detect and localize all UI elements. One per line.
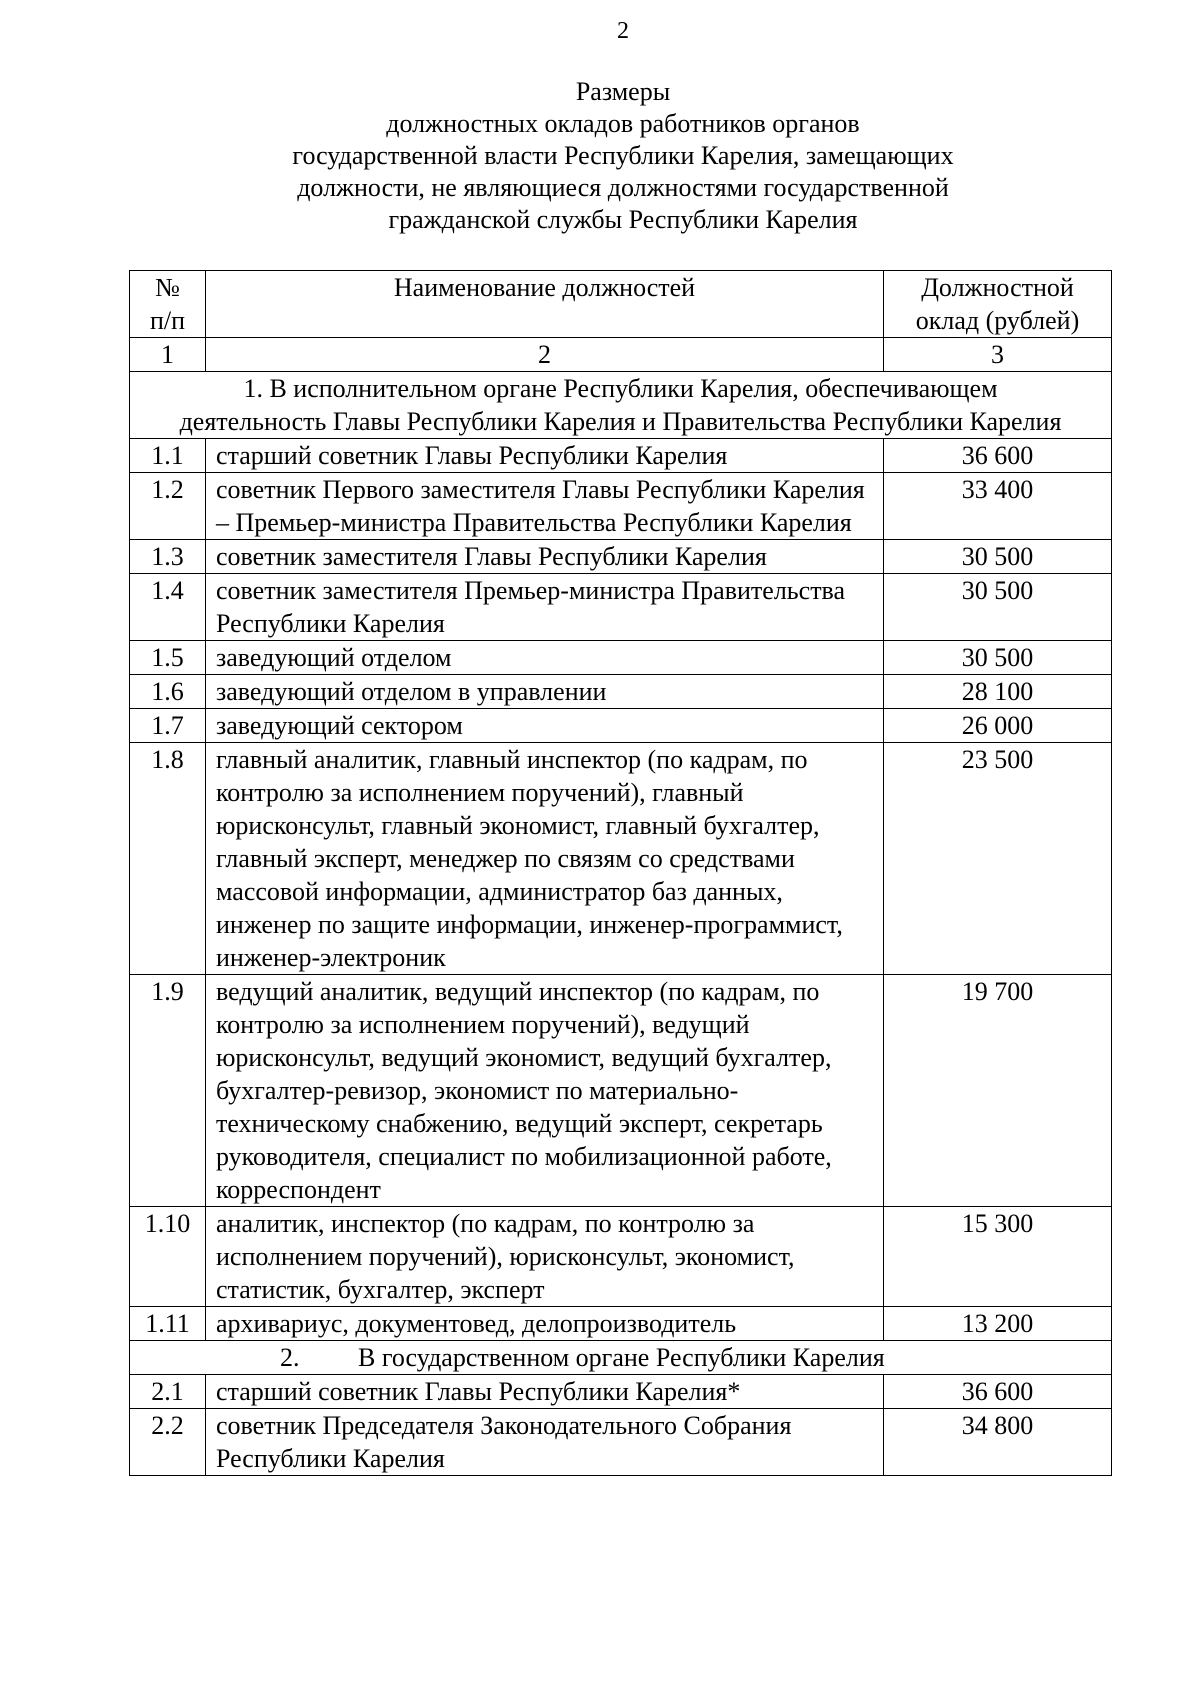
column-number: 3 <box>884 338 1112 372</box>
table-row <box>130 1409 1112 1476</box>
salary-amount: 33 400 <box>884 473 1112 540</box>
row-number: 1.10 <box>130 1207 206 1307</box>
document-title <box>0 76 1200 236</box>
salary-amount: 26 000 <box>884 709 1112 743</box>
row-number: 1.6 <box>130 675 206 709</box>
position-name: советник Первого заместителя Главы Республики Карелия – Премьер-министра Правительства Республики Карелия <box>206 473 884 540</box>
position-name: аналитик, инспектор (по кадрам, по контролю за исполнением поручений), юрисконсульт, экономист, статистик, бухгалтер, эксперт <box>206 1207 884 1307</box>
salary-amount: 36 600 <box>884 1375 1112 1409</box>
salary-amount: 23 500 <box>884 743 1112 975</box>
row-number: 1.1 <box>130 439 206 473</box>
table-row <box>130 1207 1112 1307</box>
position-name: старший советник Главы Республики Карелия* <box>206 1375 884 1409</box>
header-position-name: Наименование должностей <box>206 271 884 338</box>
position-name: заведующий отделом <box>206 641 884 675</box>
section1-title: 1. В исполнительном органе Республики Карелия, обеспечивающем деятельность Главы Республики Карелия и Правительства Республики Карелия <box>130 372 1112 439</box>
row-number: 1.5 <box>130 641 206 675</box>
salary-amount: 28 100 <box>884 675 1112 709</box>
row-number: 1.9 <box>130 975 206 1207</box>
page-number: 2 <box>617 18 629 44</box>
title-line: государственной власти Республики Карелия, замещающих <box>292 141 954 170</box>
table-row <box>130 1375 1112 1409</box>
section2-title: 2. В государственном органе Республики Карелия <box>130 1341 1112 1375</box>
table-row <box>130 675 1112 709</box>
table-row <box>130 574 1112 641</box>
position-name: заведующий отделом в управлении <box>206 675 884 709</box>
salary-amount: 36 600 <box>884 439 1112 473</box>
title-line: гражданской службы Республики Карелия <box>388 205 858 234</box>
column-number-row <box>130 338 1112 372</box>
row-number: 1.8 <box>130 743 206 975</box>
position-name: старший советник Главы Республики Карелия <box>206 439 884 473</box>
row-number: 1.7 <box>130 709 206 743</box>
header-number: № п/п <box>130 271 206 338</box>
salary-amount: 19 700 <box>884 975 1112 1207</box>
position-name: советник заместителя Главы Республики Карелия <box>206 540 884 574</box>
salary-amount: 30 500 <box>884 641 1112 675</box>
table-row <box>130 709 1112 743</box>
salary-table <box>129 270 1112 1476</box>
table-header-row <box>130 271 1112 338</box>
salary-amount: 34 800 <box>884 1409 1112 1476</box>
table-row <box>130 743 1112 975</box>
column-number: 2 <box>206 338 884 372</box>
salary-amount: 30 500 <box>884 574 1112 641</box>
title-line: должности, не являющиеся должностями государственной <box>297 173 949 202</box>
row-number: 2.1 <box>130 1375 206 1409</box>
row-number: 1.4 <box>130 574 206 641</box>
salary-amount: 15 300 <box>884 1207 1112 1307</box>
position-name: главный аналитик, главный инспектор (по кадрам, по контролю за исполнением поручений), главный юрисконсульт, главный экономист, главный бухгалтер, главный эксперт, менеджер по связям со средствами массовой информации, администратор баз данных, инженер по защите информации, инженер-программист, инженер-электроник <box>206 743 884 975</box>
table-row <box>130 540 1112 574</box>
position-name: ведущий аналитик, ведущий инспектор (по кадрам, по контролю за исполнением поручений), ведущий юрисконсульт, ведущий экономист, ведущий бухгалтер, бухгалтер-ревизор, экономист по материально-техническому снабжению, ведущий эксперт, секретарь руководителя, специалист по мобилизационной работе, корреспондент <box>206 975 884 1207</box>
header-salary: Должностной оклад (рублей) <box>884 271 1112 338</box>
salary-amount: 13 200 <box>884 1307 1112 1341</box>
table-row <box>130 641 1112 675</box>
section-row <box>130 1341 1112 1375</box>
table-row <box>130 473 1112 540</box>
title-line: Размеры <box>575 77 671 106</box>
table-row <box>130 439 1112 473</box>
table-body <box>130 372 1112 1476</box>
row-number: 1.2 <box>130 473 206 540</box>
column-number: 1 <box>130 338 206 372</box>
table-row <box>130 1307 1112 1341</box>
table-row <box>130 975 1112 1207</box>
row-number: 2.2 <box>130 1409 206 1476</box>
row-number: 1.11 <box>130 1307 206 1341</box>
row-number: 1.3 <box>130 540 206 574</box>
position-name: заведующий сектором <box>206 709 884 743</box>
position-name: советник Председателя Законодательного Собрания Республики Карелия <box>206 1409 884 1476</box>
salary-amount: 30 500 <box>884 540 1112 574</box>
position-name: советник заместителя Премьер-министра Правительства Республики Карелия <box>206 574 884 641</box>
title-line: должностных окладов работников органов <box>386 109 860 138</box>
position-name: архивариус, документовед, делопроизводитель <box>206 1307 884 1341</box>
section-row <box>130 372 1112 439</box>
